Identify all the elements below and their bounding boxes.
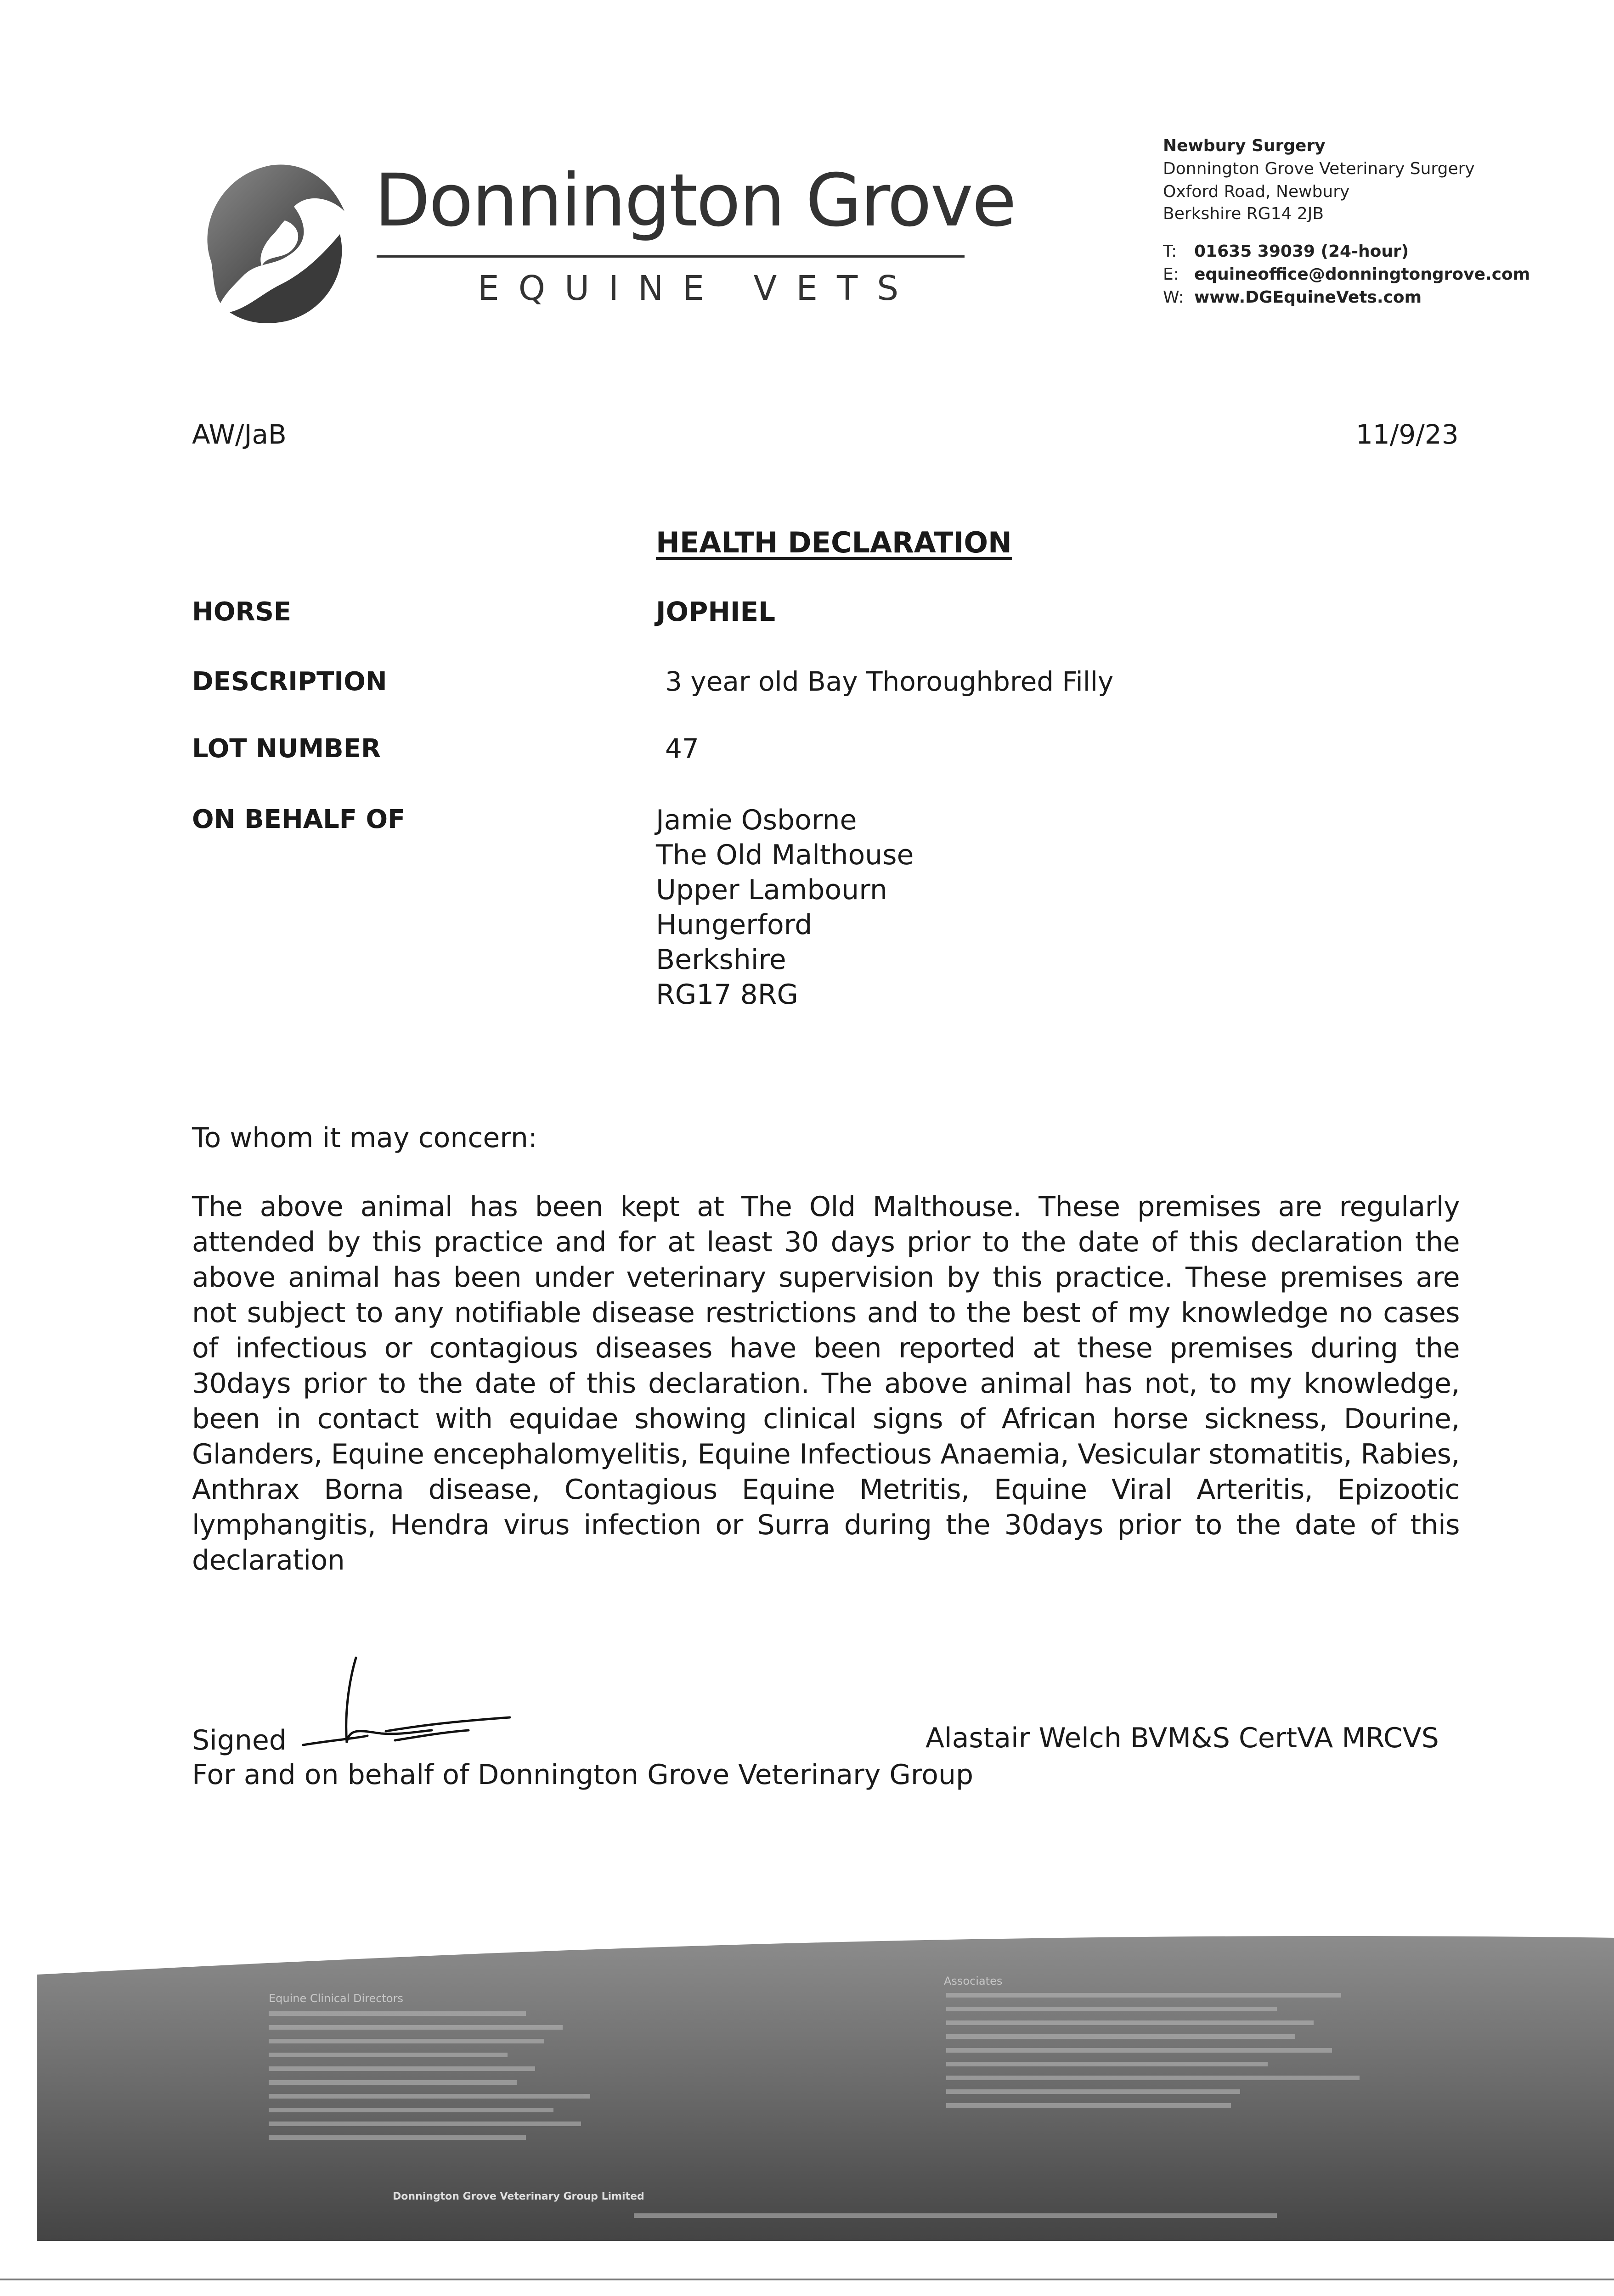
owner-address-line: Upper Lambourn [656,874,887,906]
lot-number-label: LOT NUMBER [192,734,381,764]
footer-band [37,1929,1614,2241]
signatory-behalf: For and on behalf of Donnington Grove Veterinary Group [192,1759,974,1791]
description-value: 3 year old Bay Thoroughbred Filly [665,666,1114,697]
signature [294,1653,533,1759]
brand-tagline: EQUINE VETS [478,269,918,308]
date: 11/9/23 [1356,419,1459,450]
owner-address-line: Jamie Osborne [656,804,857,836]
salutation: To whom it may concern: [192,1122,538,1154]
owner-address [656,803,914,1012]
document-title: HEALTH DECLARATION [656,526,1012,559]
footer-rule [0,2279,1614,2280]
owner-address-line: Hungerford [656,909,813,941]
declaration-body: The above animal has been kept at The Old Malthouse. These premises are regularly attended by this practice and for at least 30 days prior to the date of this declaration the above animal has been under veterinary supervision by this practice. These premises are not subject to any notifiable disease restrictions and to the best of my knowledge no cases of infectious or contagious diseases have been reported at these premises during the 30days prior to the date of this declaration. The above animal has not, to my knowledge, been in contact with equidae showing clinical signs of African horse sickness, Dourine, Glanders, Equine encephalomyelitis, Equine Infectious Anaemia, Vesicular stomatitis, Rabies, Anthrax Borna disease, Contagious Equine Metritis, Equine Viral Arteritis, Epizootic lymphangitis, Hendra virus infection or Surra during the 30days prior to the date of this declaration [192,1191,1460,1576]
signatory-name: Alastair Welch BVM&S CertVA MRCVS [926,1722,1439,1754]
description-label: DESCRIPTION [192,667,387,697]
signed-label: Signed [192,1724,287,1756]
owner-address-line: RG17 8RG [656,979,798,1011]
address-line-2: Oxford Road, Newbury [1163,182,1350,201]
owner-address-line: The Old Malthouse [656,839,914,871]
brand-divider [377,255,965,258]
on-behalf-label: ON BEHALF OF [192,805,406,834]
address-line-1: Donnington Grove Veterinary Surgery [1163,159,1475,178]
address-line-3: Berkshire RG14 2JB [1163,204,1324,223]
reference: AW/JaB [192,419,287,450]
lot-number-value: 47 [665,733,699,764]
footer-directors-heading: Equine Clinical Directors [269,1992,403,2005]
email: E: equineoffice@donningtongrove.com [1163,265,1530,284]
horse-label: HORSE [192,597,292,627]
logo-mark-icon [193,156,349,326]
owner-address-line: Berkshire [656,944,786,976]
brand-name: Donnington Grove [374,158,1016,243]
horse-value: JOPHIEL [656,596,776,627]
telephone: T: 01635 39039 (24-hour) [1163,242,1409,261]
footer-associates-heading: Associates [944,1975,1003,1987]
website: W: www.DGEquineVets.com [1163,288,1422,307]
footer-company: Donnington Grove Veterinary Group Limited [393,2191,644,2202]
surgery-name: Newbury Surgery [1163,136,1326,155]
